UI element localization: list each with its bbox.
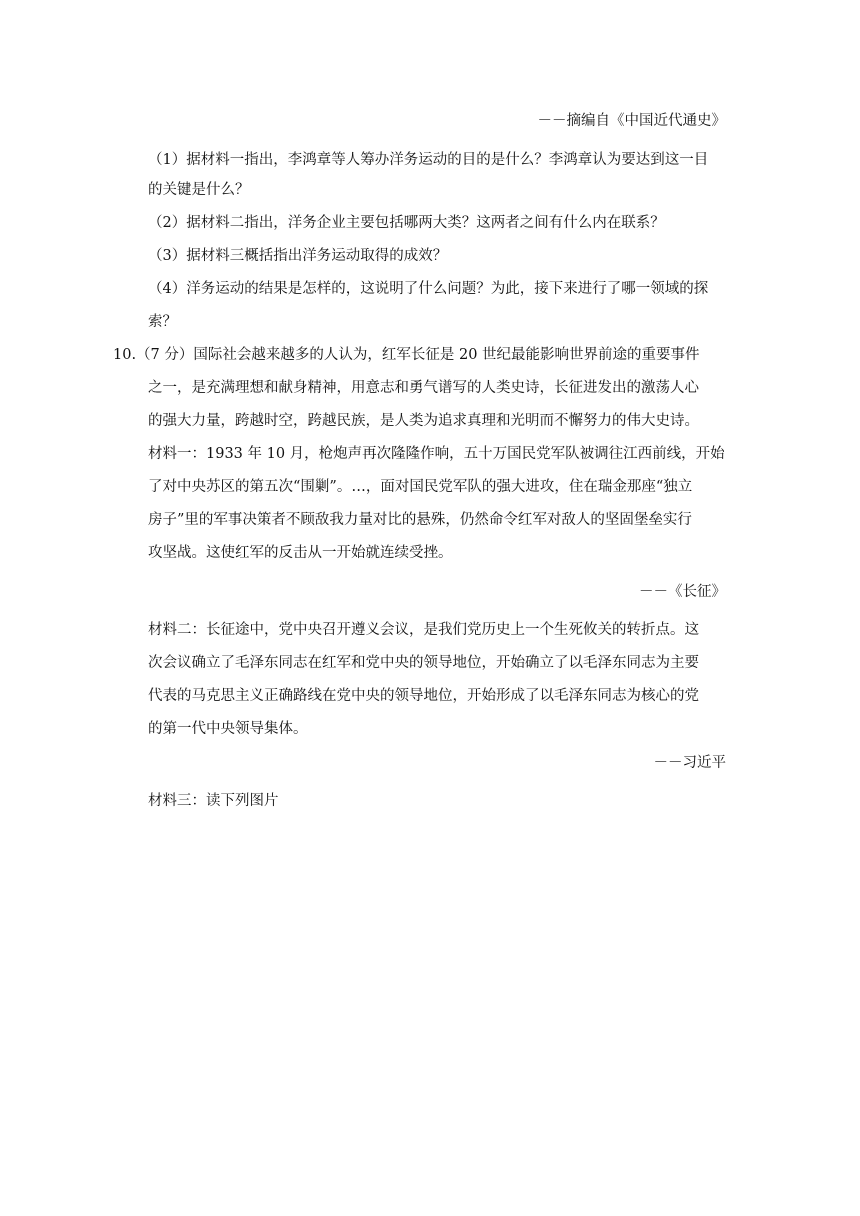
q9-sub4-line1: （4）洋务运动的结果是怎样的，这说明了什么问题？为此，接下来进行了哪一领域的探 <box>148 281 709 297</box>
q9-sub2: （2）据材料二指出，洋务企业主要包括哪两大类？这两者之间有什么内在联系？ <box>148 215 665 231</box>
q10-intro-line1: 10.（7 分）国际社会越来越多的人认为，红军长征是 20 世纪最能影响世界前途的重要事件 <box>113 347 700 363</box>
material2-line2: 次会议确立了毛泽东同志在红军和党中央的领导地位，开始确立了以毛泽东同志为主要 <box>148 655 699 671</box>
q9-sub3: （3）据材料三概括指出洋务运动取得的成效？ <box>148 248 448 264</box>
material2-line3: 代表的马克思主义正确路线在党中央的领导地位，开始形成了以毛泽东同志为核心的党 <box>148 688 699 704</box>
source-citation-2: －－《长征》 <box>639 584 726 600</box>
source-citation-1: －－摘编自《中国近代通史》 <box>537 113 726 129</box>
q10-intro-line3: 的强大力量，跨越时空，跨越民族，是人类为追求真理和光明而不懈努力的伟大史诗。 <box>148 413 699 429</box>
material3-heading: 材料三：读下列图片 <box>148 793 279 809</box>
material1-line3: 房子”里的军事决策者不顾敌我力量对比的悬殊，仍然命令红军对敌人的坚固堡垒实行 <box>148 512 692 528</box>
material2-line4: 的第一代中央领导集体。 <box>148 721 308 737</box>
q9-sub1-line1: （1）据材料一指出，李鸿章等人筹办洋务运动的目的是什么？李鸿章认为要达到这一目 <box>148 152 709 168</box>
source-citation-3: －－习近平 <box>653 755 726 771</box>
material2-line1: 材料二：长征途中，党中央召开遵义会议，是我们党历史上一个生死攸关的转折点。这 <box>148 622 699 638</box>
material1-line1: 材料一：1933 年 10 月，枪炮声再次隆隆作响，五十万国民党军队被调往江西前线，开始 <box>148 446 725 462</box>
q10-intro-line2: 之一，是充满理想和献身精神，用意志和勇气谱写的人类史诗，长征进发出的激荡人心 <box>148 380 699 396</box>
q9-sub1-line2: 的关键是什么？ <box>148 182 250 198</box>
material1-line2: 了对中央苏区的第五次“围剿”。…，面对国民党军队的强大进攻，住在瑞金那座“独立 <box>148 479 693 495</box>
material1-line4: 攻坚战。这使红军的反击从一开始就连续受挫。 <box>148 545 453 561</box>
q9-sub4-line2: 索？ <box>148 314 177 330</box>
